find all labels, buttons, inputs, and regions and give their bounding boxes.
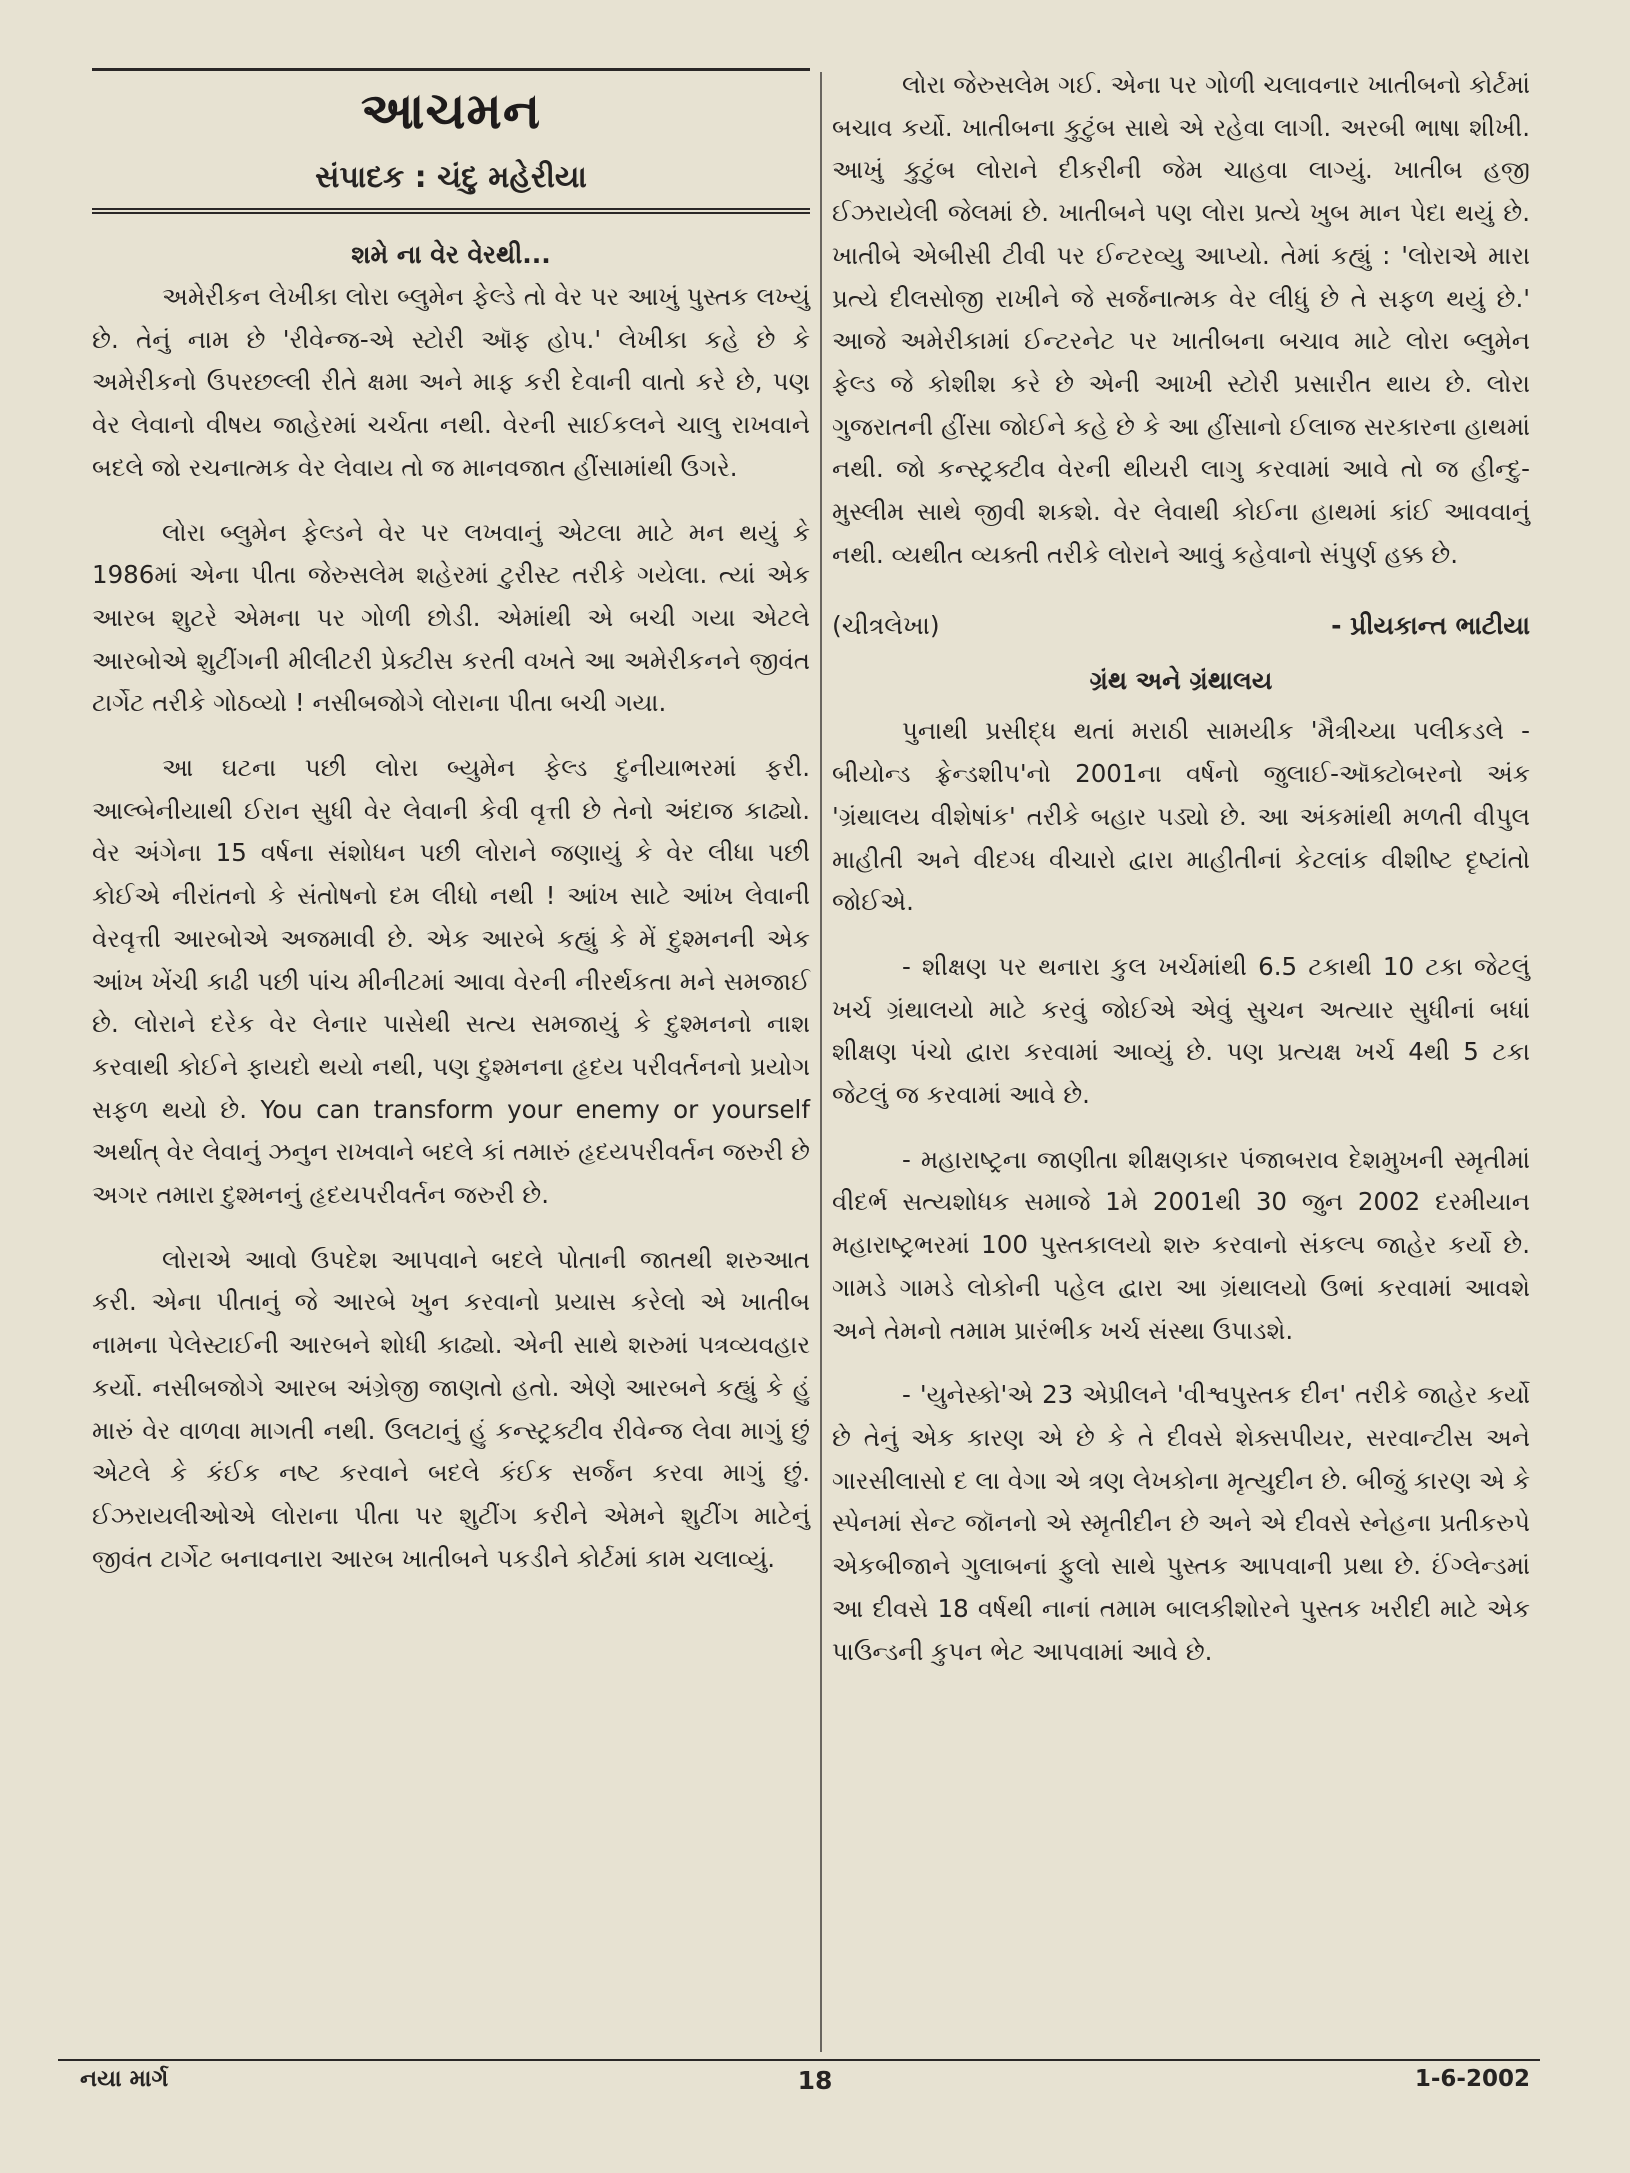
column-title: આચમન bbox=[360, 82, 542, 140]
article-heading: ગ્રંથ અને ગ્રંથાલય bbox=[1089, 666, 1273, 696]
article-paragraph: આ ઘટના પછી લોરા બ્યુમેન ફેલ્ડ દુનીયાભરમાં ફરી. આલ્બેનીયાથી ઈરાન સુધી વેર લેવાની કેવી વૃત્તી છે તેનો અંદાજ કાઢ્યો. વેર અંગેના 15 વર્ષના સંશોધન પછી લોરાને જણાયું કે વેર લીધા પછી કોઈએ નીરાંતનો કે સંતોષનો દમ લીધો નથી ! આંખ સાટે આંખ લેવાની વેરવૃત્તી આરબોએ અજમાવી છે. એક આરબે કહ્યું કે મેં દુશ્મનની એક આંખ ખેંચી કાઢી પછી પાંચ મીનીટમાં આવા વેરની નીરર્થકતા મને સમજાઈ છે. લોરાને દરેક વેર લેનાર પાસેથી સત્ય સમજાયું કે દુશ્મનનો નાશ કરવાથી કોઈને ફાયદો થયો નથી, પણ દુશ્મનના હૃદય પરીવર્તનનો પ્રયોગ સફળ થયો છે. You can transform your enemy or yourself અર્થાત્ વેર લેવાનું ઝનુન રાખવાને બદલે કાં તમારું હૃદયપરીવર્તન જરુરી છે અગર તમારા દુશ્મનનું હૃદયપરીવર્તન જરુરી છે. bbox=[92, 753, 810, 1210]
article-credit bbox=[832, 604, 1530, 648]
article-paragraph: પુનાથી પ્રસીદ્ધ થતાં મરાઠી સામયીક 'મૈત્રીચ્યા પલીકડલે - બીયોન્ડ ફ્રેન્ડશીપ'નો 2001ના વર્ષનો જુલાઈ-ઑક્ટોબરનો અંક 'ગ્રંથાલય વીશેષાંક' તરીકે બહાર પડ્યો છે. આ અંકમાંથી મળતી વીપુલ માહીતી અને વીદગ્ધ વીચારો દ્વારા માહીતીનાં કેટલાંક વીશીષ્ટ દૃષ્ટાંતો જોઈએ. bbox=[832, 716, 1530, 917]
right-column bbox=[832, 64, 1530, 1673]
page-number: 18 bbox=[797, 2066, 833, 2095]
article-paragraph: અમેરીકન લેખીકા લોરા બ્લુમેન ફેલ્ડે તો વેર પર આખું પુસ્તક લખ્યું છે. તેનું નામ છે 'રીવેન્જ-એ સ્ટોરી ઑફ હોપ.' લેખીકા કહે છે કે અમેરીકનો ઉપરછલ્લી રીતે ક્ષમા અને માફ કરી દેવાની વાતો કરે છે, પણ વેર લેવાનો વીષય જાહેરમાં ચર્ચતા નથી. વેરની સાઈકલને ચાલુ રાખવાને બદલે જો રચનાત્મક વેર લેવાય તો જ માનવજાત હીંસામાંથી ઉગરે. bbox=[92, 282, 810, 482]
article-paragraph: - 'યુનેસ્કો'એ 23 એપ્રીલને 'વીશ્વપુસ્તક દીન' તરીકે જાહેર કર્યો છે તેનું એક કારણ એ છે કે તે દીવસે શેક્સપીયર, સરવાન્ટીસ અને ગારસીલાસો દ લા વેગા એ ત્રણ લેખકોના મૃત્યુદીન છે. બીજું કારણ એ કે સ્પેનમાં સેન્ટ જૉનનો એ સ્મૃતીદીન છે અને એ દીવસે સ્નેહના પ્રતીકરુપે એકબીજાને ગુલાબનાં ફુલો સાથે પુસ્તક આપવાની પ્રથા છે. ઈંગ્લેન્ડમાં આ દીવસે 18 વર્ષથી નાનાં તમામ બાલકીશોરને પુસ્તક ખરીદી માટે એક પાઉન્ડની કુપન ભેટ આપવામાં આવે છે. bbox=[832, 1380, 1530, 1666]
article-paragraph: - મહારાષ્ટ્રના જાણીતા શીક્ષણકાર પંજાબરાવ દેશમુખની સ્મૃતીમાં વીદર્ભ સત્યશોધક સમાજે 1મે 2001થી 30 જુન 2002 દરમીયાન મહારાષ્ટ્રભરમાં 100 પુસ્તકાલયો શરુ કરવાનો સંકલ્પ જાહેર કર્યો છે. ગામડે ગામડે લોકોની પહેલ દ્વારા આ ગ્રંથાલયો ઉભાં કરવામાં આવશે અને તેમનો તમામ પ્રારંભીક ખર્ચ સંસ્થા ઉપાડશે. bbox=[832, 1144, 1530, 1345]
title-rule-second bbox=[92, 212, 810, 214]
publication-name: નયા માર્ગ bbox=[80, 2066, 169, 2092]
author-name: - પ્રીયકાન્ત ભાટીયા bbox=[1331, 611, 1530, 641]
article-paragraph: લોરા બ્લુમેન ફેલ્ડને વેર પર લખવાનું એટલા માટે મન થયું કે 1986માં એના પીતા જેરુસલેમ શહેરમાં ટુરીસ્ટ તરીકે ગયેલા. ત્યાં એક આરબ શુટરે એમના પર ગોળી છોડી. એમાંથી એ બચી ગયા એટલે આરબોએ શુટીંગની મીલીટરી પ્રેક્ટીસ કરતી વખતે આ અમેરીકનને જીવંત ટાર્ગેટ તરીકે ગોઠવ્યો ! નસીબજોગે લોરાના પીતા બચી ગયા. bbox=[92, 517, 810, 718]
article-paragraph: - શીક્ષણ પર થનારા કુલ ખર્ચમાંથી 6.5 ટકાથી 10 ટકા જેટલું ખર્ચ ગ્રંથાલયો માટે કરવું જોઈએ એવું સુચન અત્યાર સુધીનાં બધાં શીક્ષણ પંચો દ્વારા કરવામાં આવ્યું છે. પણ પ્રત્યક્ષ ખર્ચ 4થી 5 ટકા જેટલું જ કરવામાં આવે છે. bbox=[832, 951, 1530, 1110]
article-paragraph: લોરા જેરુસલેમ ગઈ. એના પર ગોળી ચલાવનાર ખાતીબનો કોર્ટમાં બચાવ કર્યો. ખાતીબના કુટુંબ સાથે એ રહેવા લાગી. અરબી ભાષા શીખી. આખું કુટુંબ લોરાને દીકરીની જેમ ચાહવા લાગ્યું. ખાતીબ હજી ઈઝરાયેલી જેલમાં છે. ખાતીબને પણ લોરા પ્રત્યે ખુબ માન પેદા થયું છે. ખાતીબે એબીસી ટીવી પર ઈન્ટરવ્યુ આપ્યો. તેમાં કહ્યું : 'લોરાએ મારા પ્રત્યે દીલસોજી રાખીને જે સર્જનાત્મક વેર લીધું છે તે સફળ થયું છે.' આજે અમેરીકામાં ઈન્ટરનેટ પર ખાતીબના બચાવ માટે લોરા બ્લુમેન ફેલ્ડ જે કોશીશ કરે છે એની આખી સ્ટોરી પ્રસારીત થાય છે. લોરા ગુજરાતની હીંસા જોઈને કહે છે કે આ હીંસાનો ઈલાજ સરકારના હાથમાં નથી. જો કન્સ્ટ્રક્ટીવ વેરની થીયરી લાગુ કરવામાં આવે તો જ હીન્દુ-મુસ્લીમ સાથે જીવી શકશે. વેર લેવાથી કોઈના હાથમાં કાંઈ આવવાનું નથી. વ્યથીત વ્યક્તી તરીકે લોરાને આવું કહેવાનો સંપુર્ણ હક્ક છે. bbox=[832, 70, 1530, 569]
source-label: (ચીત્રલેખા) bbox=[832, 611, 940, 641]
column-divider bbox=[820, 72, 822, 2052]
top-rule bbox=[92, 68, 810, 71]
issue-date: 1-6-2002 bbox=[1414, 2066, 1530, 2092]
title-rule bbox=[92, 208, 810, 210]
article-heading: શમે ના વેર વેરથી... bbox=[351, 240, 551, 269]
left-column bbox=[92, 240, 810, 1580]
footer-rule bbox=[58, 2059, 1540, 2061]
article-paragraph: લોરાએ આવો ઉપદેશ આપવાને બદલે પોતાની જાતથી શરુઆત કરી. એના પીતાનું જે આરબે ખુન કરવાનો પ્રયાસ કરેલો એ ખાતીબ નામના પેલેસ્ટાઈની આરબને શોધી કાઢ્યો. એની સાથે શરુમાં પત્રવ્યવહાર કર્યો. નસીબજોગે આરબ અંગ્રેજી જાણતો હતો. એણે આરબને કહ્યું કે હું મારું વેર વાળવા માગતી નથી. ઉલટાનું હું કન્સ્ટ્રક્ટીવ રીવેન્જ લેવા માગું છું એટલે કે કંઈક નષ્ટ કરવાને બદલે કંઈક સર્જન કરવા માગું છું. ઈઝરાયલીઓએ લોરાના પીતા પર શુટીંગ કરીને એમને શુટીંગ માટેનું જીવંત ટાર્ગેટ બનાવનારા આરબ ખાતીબને પકડીને કોર્ટમાં કામ ચલાવ્યું. bbox=[92, 1244, 810, 1573]
editor-line: સંપાદક : ચંદુ મહેરીયા bbox=[315, 160, 587, 195]
